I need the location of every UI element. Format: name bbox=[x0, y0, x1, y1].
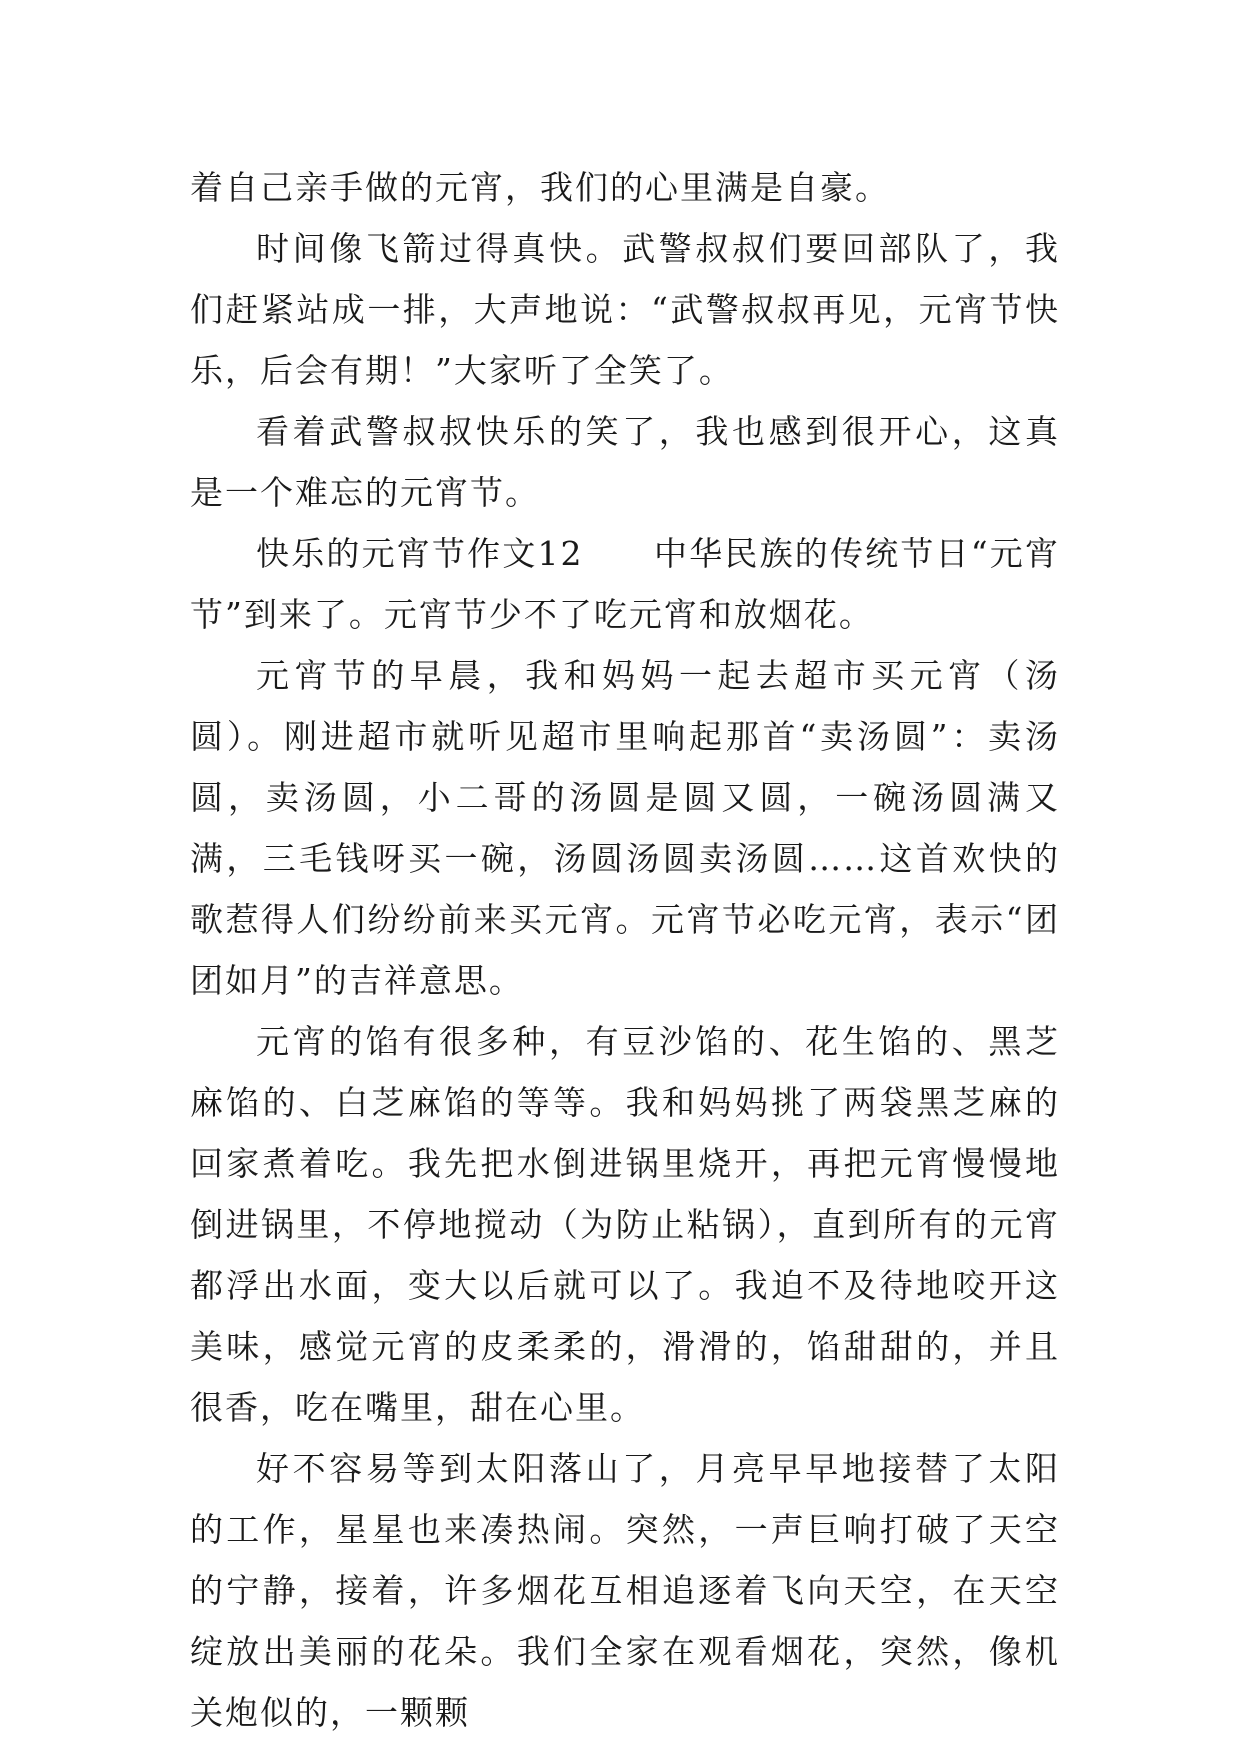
paragraph: 元宵节的早晨，我和妈妈一起去超市买元宵（汤圆）。刚进超市就听见超市里响起那首“卖汤圆”：卖汤圆，卖汤圆，小二哥的汤圆是圆又圆，一碗汤圆满又满，三毛钱呀买一碗，汤圆汤圆卖汤圆……这首欢快的歌惹得人们纷纷前来买元宵。元宵节必吃元宵，表示“团团如月”的吉祥意思。 bbox=[190, 656, 1060, 1000]
document-body bbox=[190, 157, 1060, 1743]
paragraph: 元宵的馅有很多种，有豆沙馅的、花生馅的、黑芝麻馅的、白芝麻馅的等等。我和妈妈挑了两袋黑芝麻的回家煮着吃。我先把水倒进锅里烧开，再把元宵慢慢地倒进锅里，不停地搅动（为防止粘锅），直到所有的元宵都浮出水面，变大以后就可以了。我迫不及待地咬开这美味，感觉元宵的皮柔柔的，滑滑的，馅甜甜的，并且很香，吃在嘴里，甜在心里。 bbox=[190, 1022, 1060, 1427]
paragraph: 好不容易等到太阳落山了，月亮早早地接替了太阳的工作，星星也来凑热闹。突然，一声巨响打破了天空的宁静，接着，许多烟花互相追逐着飞向天空，在天空绽放出美丽的花朵。我们全家在观看烟花，突然，像机关炮似的，一颗颗 bbox=[190, 1449, 1060, 1732]
paragraph-continuation: 着自己亲手做的元宵，我们的心里满是自豪。 bbox=[190, 168, 890, 207]
paragraph: 看着武警叔叔快乐的笑了，我也感到很开心，这真是一个难忘的元宵节。 bbox=[190, 412, 1060, 512]
paragraph: 时间像飞箭过得真快。武警叔叔们要回部队了，我们赶紧站成一排，大声地说：“武警叔叔再见，元宵节快乐，后会有期！”大家听了全笑了。 bbox=[190, 229, 1060, 390]
paragraph-essay-title: 快乐的元宵节作文12 中华民族的传统节日“元宵节”到来了。元宵节少不了吃元宵和放烟花。 bbox=[190, 534, 1060, 634]
